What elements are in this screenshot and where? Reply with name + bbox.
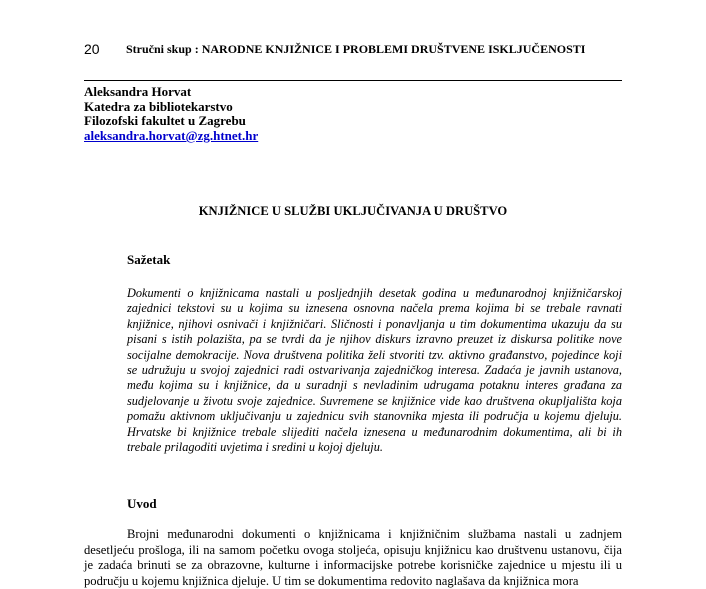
page-number: 20 xyxy=(84,41,100,57)
author-faculty: Filozofski fakultet u Zagrebu xyxy=(84,113,246,129)
author-department: Katedra za bibliotekarstvo xyxy=(84,98,233,114)
author-name: Aleksandra Horvat xyxy=(84,84,192,99)
running-header: Stručni skup : NARODNE KNJIŽNICE I PROBLEMI DRUŠTVENE ISKLJUČENOSTI xyxy=(126,42,586,56)
header-divider xyxy=(84,80,622,81)
intro-paragraph: Brojni međunarodni dokumenti o knjižnicama i knjižničnim službama nastali u zadnjem desetljeću prošloga, ili na samom početku ovoga stoljeća, opisuju knjižnicu kao društvenu ustanovu, čija je zadaća brinuti se za obrazovne, kulturne i informacijske potrebe korisničke zajednice u mjestu ili u području u kojemu knjižnica djeluje. U tim se dokumentima redovito naglašava da knjižnica mora xyxy=(84,527,622,588)
author-email-link[interactable]: aleksandra.horvat@zg.htnet.hr xyxy=(84,127,259,143)
intro-heading: Uvod xyxy=(127,496,157,511)
abstract-text: Dokumenti o knjižnicama nastali u posljednjih desetak godina u međunarodnoj knjižničarskoj zajednici tekstovi su u kojima su iznesena osnovna načela prema kojima bi se trebale ravnati knjižnice, njihovi osnivači i knjižničari. Sličnosti i ponavljanja u tim dokumentima ukazuju da su pisani s istih polazišta, pa se tvrdi da je njihov diskurs izravno preuzet iz diskursa politike nove socijalne demokracije. Nova društvena politika želi stvoriti tzv. aktivno građanstvo, pojedince koji se udružuju u svojoj zajednici radi ostvarivanja zajedničkog interesa. Zadaća je javnih ustanova, među kojima su i knjižnice, da u suradnji s nevladinim udrugama potaknu interes građana za sudjelovanje u životu svoje zajednice. Suvremene se knjižnice vide kao društvena okupljališta koja pomažu aktivnom uključivanju u zajednicu svih stanovnika mjesta ili područja u kojemu djeluju. Hrvatske bi knjižnice trebale slijediti načela iznesena u međunarodnim dokumentima, ali bi ih trebale prilagoditi uvjetima i sredini u kojoj djeluju. xyxy=(127,286,622,455)
article-title: KNJIŽNICE U SLUŽBI UKLJUČIVANJA U DRUŠTVO xyxy=(198,204,508,218)
author-block xyxy=(84,85,258,143)
abstract-heading: Sažetak xyxy=(127,252,171,267)
